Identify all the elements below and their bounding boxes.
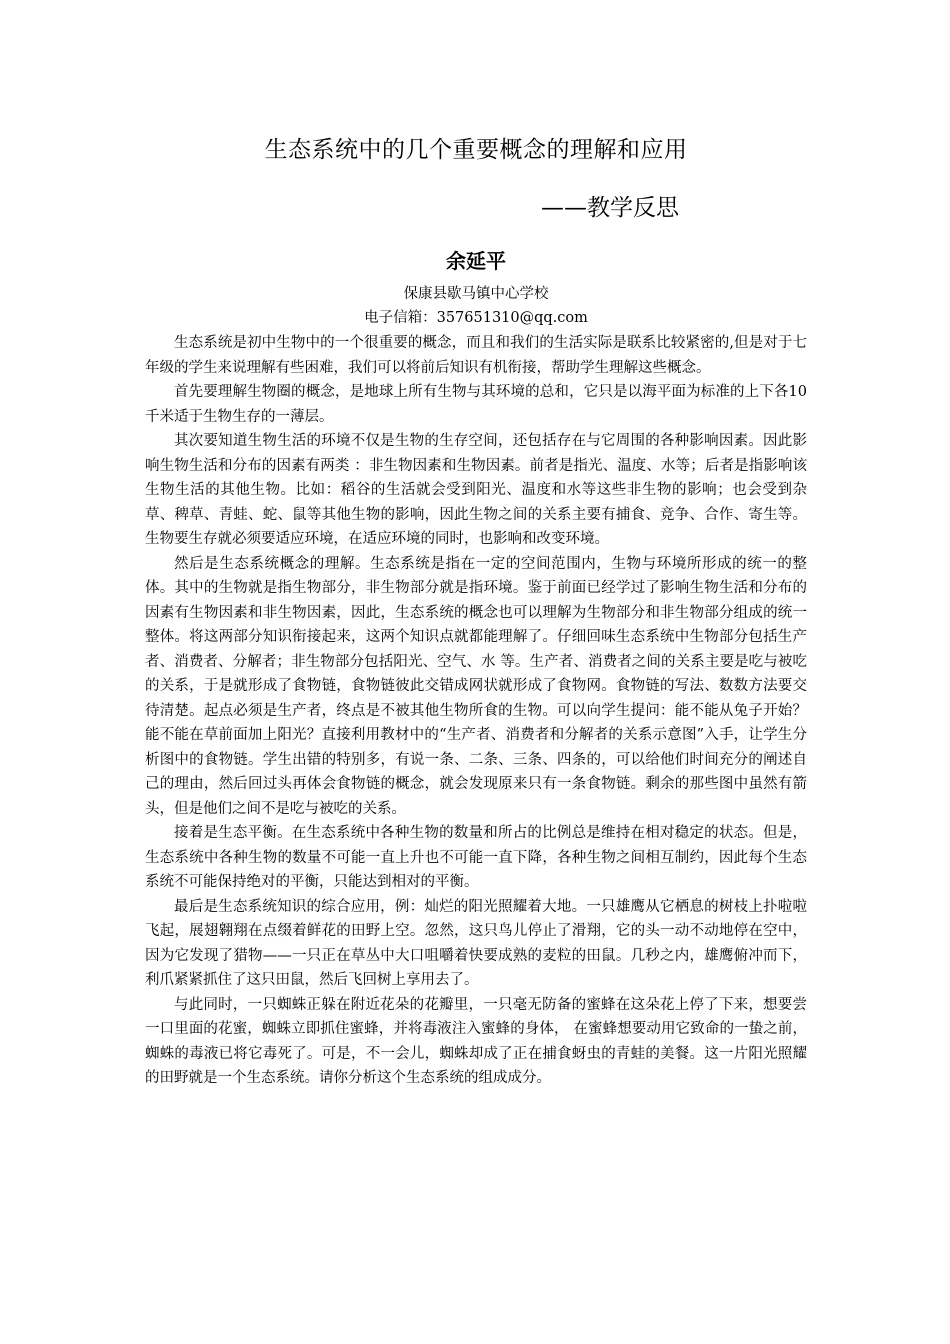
- paragraph-application: 最后是生态系统知识的综合应用，例：灿烂的阳光照耀着大地。一只雄鹰从它栖息的树枝上扑啦啦飞起，展翅翱翔在点缀着鲜花的田野上空。忽然，这只鸟儿停止了滑翔，它的头一动不动地停在空中，因为它发现了猎物——一只正在草丛中大口咀嚼着快要成熟的麦粒的田鼠。几秒之内，雄鹰俯冲而下，利爪紧紧抓住了这只田鼠，然后飞回树上享用去了。: [145, 898, 807, 988]
- email-line: 电子信箱：357651310@qq.com: [364, 310, 588, 326]
- school-name: 保康县歇马镇中心学校: [403, 286, 549, 302]
- paragraph-ecosystem: 然后是生态系统概念的理解。生态系统是指在一定的空间范围内，生物与环境所形成的统一的整体。其中的生物就是指生物部分，非生物部分就是指环境。鉴于前面已经学过了影响生物生活和分布的因素有生物因素和非生物因素，因此，生态系统的概念也可以理解为生物部分和非生物部分组成的统一整体。将这两部分知识衔接起来，这两个知识点就都能理解了。仔细回味生态系统中生物部分包括生产者、消费者、分解者；非生物部分包括阳光、空气、水 等。生产者、消费者之间的关系主要是吃与被吃的关系，于是就形成了食物链，食物链彼此交错成网状就形成了食物网。食物链的写法、数数方法要交待清楚。起点必须是生产者，终点是不被其他生物所食的生物。可以向学生提问：能不能从兔子开始？能不能在草前面加上阳光？直接利用教材中的“生产者、消费者和分解者的关系示意图”入手，让学生分析图中的食物链。学生出错的特别多，有说一条、二条、三条、四条的，可以给他们时间充分的阐述自己的理由，然后回过头再体会食物链的概念，就会发现原来只有一条食物链。剩余的那些图中虽然有箭头，但是他们之间不是吃与被吃的关系。: [145, 555, 807, 817]
- paragraph-balance: 接着是生态平衡。在生态系统中各种生物的数量和所占的比例总是维持在相对稳定的状态。但是，生态系统中各种生物的数量不可能一直上升也不可能一直下降，各种生物之间相互制约，因此每个生态系统不可能保持绝对的平衡，只能达到相对的平衡。: [145, 825, 807, 890]
- paragraph-example: 与此同时，一只蜘蛛正躲在附近花朵的花瓣里，一只毫无防备的蜜蜂在这朵花上停了下来，想要尝一口里面的花蜜，蜘蛛立即抓住蜜蜂，并将毒液注入蜜蜂的身体， 在蜜蜂想要动用它致命的一蛰之前，蜘蛛的毒液已将它毒死了。可是，不一会儿，蜘蛛却成了正在捕食蚜虫的青蛙的美餐。这一片阳光照耀的田野就是一个生态系统。请你分析这个生态系统的组成成分。: [145, 996, 807, 1086]
- paragraph-biosphere: 首先要理解生物圈的概念，是地球上所有生物与其环境的总和，它只是以海平面为标准的上下各10千米适于生物生存的一薄层。: [145, 384, 807, 425]
- document-title: 生态系统中的几个重要概念的理解和应用: [264, 137, 688, 163]
- author-name: 余延平: [446, 249, 506, 273]
- document-subtitle: ——教学反思: [541, 195, 679, 221]
- paragraph-environment: 其次要知道生物生活的环境不仅是生物的生存空间，还包括存在与它周围的各种影响因素。因此影响生物生活和分布的因素有两类 ：非生物因素和生物因素。前者是指光、温度、水等；后者是指影响该生物生活的其他生物。比如：稻谷的生活就会受到阳光、温度和水等这些非生物的影响；也会受到杂草、稗草、青蛙、蛇、鼠等其他生物的影响，因此生物之间的关系主要有捕食、竞争、合作、寄生等。生物要生存就必须要适应环境，在适应环境的同时，也影响和改变环境。: [145, 433, 807, 547]
- article-body: [145, 331, 807, 1091]
- document-page: [145, 128, 807, 1091]
- paragraph-intro: 生态系统是初中生物中的一个很重要的概念，而且和我们的生活实际是联系比较紧密的,但是对于七年级的学生来说理解有些困难，我们可以将前后知识有机衔接，帮助学生理解这些概念。: [145, 335, 807, 376]
